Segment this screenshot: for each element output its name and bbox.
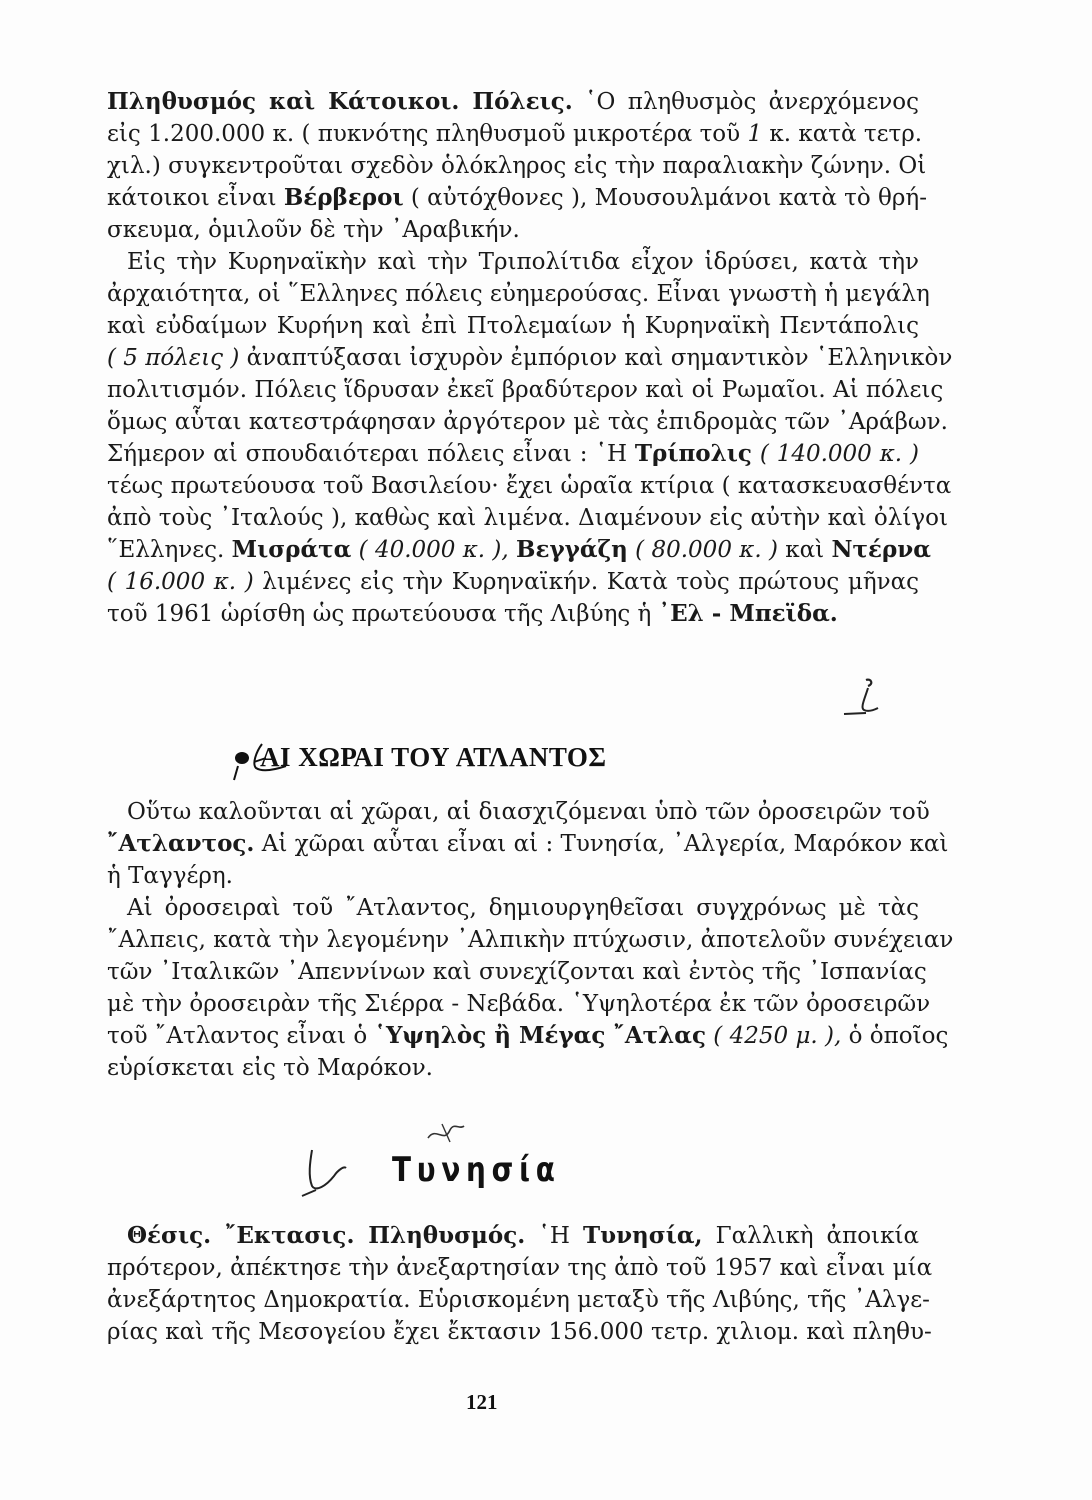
text-run: κάτοικοι εἶναι — [107, 185, 284, 211]
text-run: Βέρβεροι — [283, 184, 404, 211]
text-line — [107, 892, 919, 924]
text-line — [107, 1052, 919, 1084]
text-run: χιλ.) συγκεντροῦται σχεδὸν ὁλόκληρος εἰς τὴν παραλιακὴν ζώνην. Οἱ — [107, 153, 927, 179]
text-run: ἀρχαιότητα, οἱ ῞Ελληνες πόλεις εὐημερούσας. Εἶναι γνωστὴ ἡ μεγάλη — [107, 281, 930, 307]
text-line — [107, 278, 930, 310]
text-run: Τυνησία, — [583, 1222, 703, 1249]
text-run: ἀπὸ τοὺς ᾿Ιταλούς ), καθὼς καὶ λιμένα. Διαμένουν εἰς αὐτὴν καὶ ὀλίγοι — [107, 505, 948, 531]
text-run: ( 16.000 κ. ) — [107, 569, 254, 595]
text-run: ( αὐτόχθονες ), Μουσουλμάνοι κατὰ τὸ θρή- — [403, 185, 927, 211]
text-run: τοῦ ῎Ατλαντος εἶναι ὁ — [107, 1023, 375, 1049]
text-run: ( 5 πόλεις ) — [107, 345, 240, 371]
text-run: Εἰς τὴν Κυρηναϊκὴν καὶ τὴν Τριπολίτιδα εἶχον ἱδρύσει, κατὰ τὴν — [127, 249, 919, 275]
text-run: ὅμως αὗται κατεστράφησαν ἀργότερον μὲ τὰς ἐπιδρομὰς τῶν ᾿Αράβων. — [107, 409, 948, 435]
text-run: ῾Υψηλὸς ἢ Μέγας ῎Ατλας — [374, 1022, 706, 1049]
text-run: ᾿Ελ - Μπεϊδα. — [658, 600, 838, 627]
text-line — [107, 1020, 949, 1052]
text-line — [107, 796, 930, 828]
text-run: τοῦ 1961 ὡρίσθη ὡς πρωτεύουσα τῆς Λιβύης ἡ — [107, 601, 659, 627]
text-line — [107, 470, 952, 502]
text-line — [107, 598, 919, 630]
text-run: Τρίπολις — [634, 440, 752, 467]
text-line — [107, 828, 949, 860]
chapter-title-tunisia: Τυνησία — [392, 1150, 561, 1190]
text-run: ῞Ελληνες. — [107, 537, 232, 563]
text-line — [107, 310, 919, 342]
text-run: μὲ τὴν ὀροσειρὰν τῆς Σιέρρα - Νεβάδα. ῾Υψηλοτέρα ἐκ τῶν ὀροσειρῶν — [107, 991, 931, 1017]
text-run: Βεγγάζη — [516, 536, 628, 563]
text-line — [107, 214, 919, 246]
text-line — [107, 406, 948, 438]
text-line — [107, 1252, 933, 1284]
text-run: σκευμα, ὁμιλοῦν δὲ τὴν ᾿Αραβικήν. — [107, 217, 520, 243]
text-run: Σήμερον αἱ σπουδαιότεραι πόλεις εἶναι : ῾Η — [107, 441, 635, 467]
text-line — [107, 438, 919, 470]
text-line — [107, 118, 923, 150]
paragraph-tunisia — [107, 1220, 933, 1348]
text-run: εὑρίσκεται εἰς τὸ Μαρόκον. — [107, 1055, 433, 1081]
text-run: ρίας καὶ τῆς Μεσογείου ἔχει ἔκτασιν 156.000 τετρ. χιλιομ. καὶ πληθυ- — [107, 1319, 932, 1345]
text-run: Ντέρνα — [831, 536, 931, 563]
text-run: καὶ εὐδαίμων Κυρήνη καὶ ἐπὶ Πτολεμαίων ἡ Κυρηναϊκὴ Πεντάπολις — [107, 313, 919, 339]
handwritten-check-icon — [298, 1146, 348, 1200]
text-line — [107, 86, 919, 118]
text-line — [107, 988, 931, 1020]
section-heading-atlas: ΑΙ ΧΩΡΑΙ ΤΟΥ ΑΤΛΑΝΤΟΣ — [260, 742, 607, 772]
text-line — [107, 1220, 919, 1252]
text-line — [107, 374, 944, 406]
text-run: πρότερον, ἀπέκτησε τὴν ἀνεξαρτησίαν της ἀπὸ τοῦ 1957 καὶ εἶναι μία — [107, 1255, 933, 1281]
text-run: ἀνεξάρτητος Δημοκρατία. Εὑρισκομένη μεταξὺ τῆς Λιβύης, τῆς ᾿Αλγε- — [107, 1287, 930, 1313]
text-run: ῎Αλπεις, κατὰ τὴν λεγομένην ᾿Αλπικὴν πτύχωσιν, ἀποτελοῦν συνέχειαν — [107, 927, 954, 953]
paragraph-libya-population — [107, 86, 953, 630]
text-line — [107, 1316, 932, 1348]
text-run: καὶ — [777, 537, 832, 563]
text-line — [107, 1284, 930, 1316]
text-run: ( 40.000 κ. ), — [351, 537, 509, 563]
text-run: Γαλλικὴ ἀποικία — [702, 1223, 919, 1249]
text-run: εἰς 1.200.000 κ. ( πυκνότης πληθυσμοῦ μικροτέρα τοῦ — [107, 121, 748, 147]
text-line — [107, 342, 953, 374]
text-run: λιμένες εἰς τὴν Κυρηναϊκήν. Κατὰ τοὺς πρώτους μῆνας — [253, 569, 919, 595]
page-number: 121 — [466, 1390, 498, 1414]
handwritten-mark-icon — [838, 672, 888, 720]
text-run: Οὕτω καλοῦνται αἱ χῶραι, αἱ διασχιζόμεναι ὑπὸ τῶν ὀροσειρῶν τοῦ — [127, 799, 930, 825]
text-run: πολιτισμόν. Πόλεις ἵδρυσαν ἐκεῖ βραδύτερον καὶ οἱ Ρωμαῖοι. Αἱ πόλεις — [107, 377, 944, 403]
text-run: Πληθυσμός καὶ Κάτοικοι. Πόλεις. — [107, 88, 573, 115]
text-run: τέως πρωτεύουσα τοῦ Βασιλείου· ἔχει ὡραῖα κτίρια ( κατασκευασθέντα — [107, 473, 952, 499]
text-run: ῾Η — [525, 1223, 583, 1249]
text-run: ( 140.000 κ. ) — [751, 441, 919, 467]
text-line — [107, 502, 948, 534]
text-line — [107, 182, 927, 214]
text-run: ὁ ὁποῖος — [841, 1023, 949, 1049]
paragraph-atlas-countries — [107, 796, 954, 1084]
text-line — [107, 246, 919, 278]
text-line — [107, 956, 927, 988]
text-line — [107, 924, 954, 956]
text-run — [509, 537, 516, 563]
text-line — [107, 150, 927, 182]
decorative-flourish-icon — [420, 1120, 470, 1150]
text-run: ῎Ατλαντος. — [107, 830, 255, 857]
text-run: κ. κατὰ τετρ. — [762, 121, 923, 147]
text-run: 1 — [747, 121, 763, 147]
text-line — [107, 566, 919, 598]
text-run: ( 4250 μ. ), — [706, 1023, 842, 1049]
text-run: Αἱ χῶραι αὗται εἶναι αἱ : Τυνησία, ᾿Αλγερία, Μαρόκον καὶ — [254, 831, 949, 857]
text-line — [107, 534, 931, 566]
text-run: Αἱ ὀροσειραὶ τοῦ ῎Ατλαντος, δημιουργηθεῖσαι συγχρόνως μὲ τὰς — [127, 895, 919, 921]
text-run: ἀναπτύξασαι ἰσχυρὸν ἐμπόριον καὶ σημαντικὸν ῾Ελληνικὸν — [239, 345, 953, 371]
text-run: ( 80.000 κ. ) — [627, 537, 778, 563]
text-run: Θέσις. ῎Εκτασις. Πληθυσμός. — [127, 1222, 526, 1249]
text-line — [107, 860, 919, 892]
text-run: ἡ Ταγγέρη. — [107, 863, 233, 889]
text-run: Μισράτα — [231, 536, 352, 563]
text-run: τῶν ᾿Ιταλικῶν ᾿Απεννίνων καὶ συνεχίζονται καὶ ἐντὸς τῆς ᾿Ισπανίας — [107, 959, 927, 985]
text-run: ῾Ο πληθυσμὸς ἀνερχόμενος — [572, 89, 919, 115]
